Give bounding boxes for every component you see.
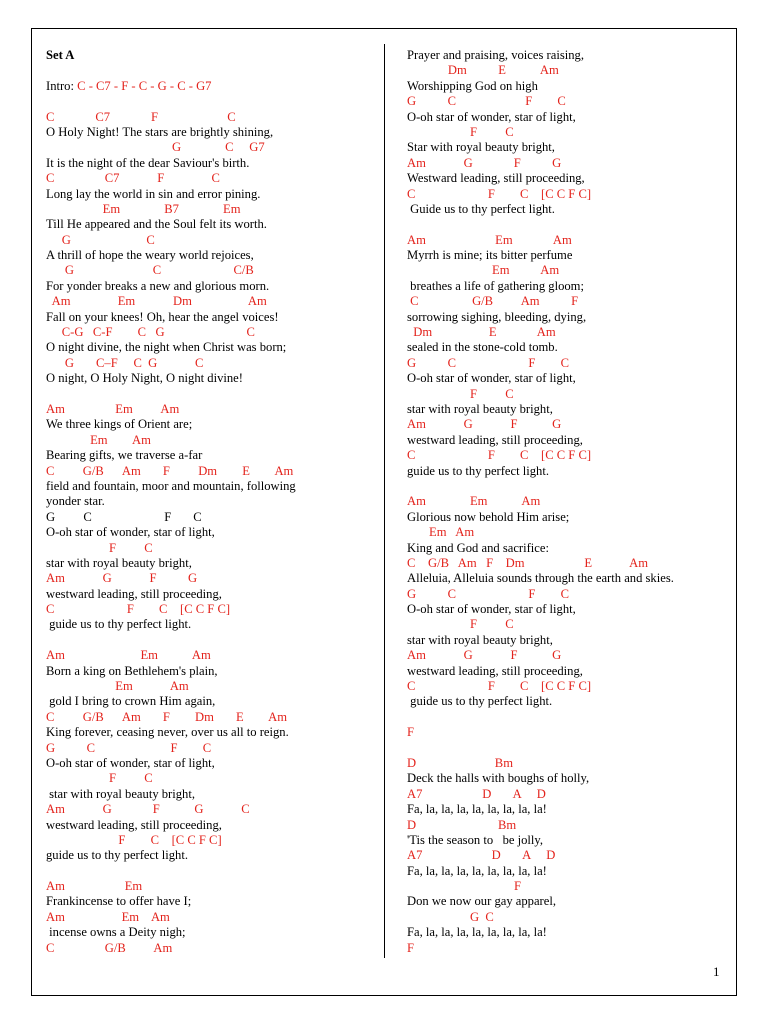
chord-line: G C C/B — [46, 263, 254, 278]
chord-line: D Bm — [407, 755, 514, 770]
column-divider — [384, 44, 385, 958]
lyric-line: O night, O Holy Night, O night divine! — [46, 371, 243, 386]
lyric-line: Don we now our gay apparel, — [407, 894, 556, 909]
lyric-line: For yonder breaks a new and glorious morn. — [46, 278, 270, 293]
lyric-line: O-oh star of wonder, star of light, — [407, 109, 576, 124]
lyric-line: Bearing gifts, we traverse a-far — [46, 448, 203, 463]
lyric-line: Frankincense to offer have I; — [46, 894, 192, 909]
stanza-gap — [46, 94, 378, 109]
lyric-line: O-oh star of wonder, star of light, — [407, 371, 576, 386]
chord-line: G C F C — [46, 740, 212, 755]
stanza-gap — [46, 63, 378, 78]
lyric-line: G C F C — [46, 509, 202, 524]
lyric-line: yonder star. — [46, 494, 105, 509]
chord-line: A7 D A D — [407, 848, 556, 863]
lyric-line: Prayer and praising, voices raising, — [407, 48, 584, 62]
lyric-line: Star with royal beauty bright, — [407, 140, 555, 155]
chord-line: Em Am — [407, 263, 560, 278]
chord-line: Am G F G C — [46, 802, 250, 817]
lyric-line: O Holy Night! The stars are brightly shining, — [46, 124, 274, 139]
chord-line: Am Em Am — [407, 494, 541, 509]
lyric-line: Fa, la, la, la, la, la, la, la, la! — [407, 863, 547, 878]
stanza-gap — [46, 387, 378, 402]
lyric-line: Myrrh is mine; its bitter perfume — [407, 248, 573, 263]
lyric-line: Born a king on Bethlehem's plain, — [46, 663, 218, 678]
chord-line: F C [C C F C] — [46, 832, 222, 847]
chord-line: C G/B Am F — [407, 294, 579, 309]
chord-line: Am Em Am — [46, 648, 211, 663]
lyric-line: guide us to thy perfect light. — [407, 463, 549, 478]
chord-line: C G/B Am F Dm E Am — [46, 709, 288, 724]
lyric-line: Fa, la, la, la, la, la, la, la, la! — [407, 802, 547, 817]
lyric-line: O-oh star of wonder, star of light, — [46, 525, 215, 540]
lyric-line: A thrill of hope the weary world rejoices, — [46, 248, 254, 263]
stanza-gap — [407, 741, 729, 756]
chord-line: Am Em Am — [407, 232, 572, 247]
right-column — [407, 48, 729, 956]
lyric-line: Worshipping God on high — [407, 78, 538, 93]
chord-line: C F C [C C F C] — [407, 448, 592, 463]
lyric-line: Fa, la, la, la, la, la, la, la, la! — [407, 925, 547, 940]
chord-line: G C — [46, 232, 155, 247]
lyric-line: star with royal beauty bright, — [407, 401, 553, 416]
page-number: 1 — [713, 964, 720, 979]
left-column — [46, 48, 378, 956]
lyric-line: sealed in the stone-cold tomb. — [407, 340, 558, 355]
chord-line: Em Am — [407, 525, 475, 540]
intro-line — [46, 79, 378, 94]
stanza-gap — [46, 633, 378, 648]
lyric-line: King and God and sacrifice: — [407, 540, 549, 555]
lyric-line: Fall on your knees! Oh, hear the angel voices! — [46, 309, 279, 324]
lyric-line: It is the night of the dear Saviour's birth. — [46, 155, 250, 170]
lyric-line: star with royal beauty bright, — [46, 555, 192, 570]
chord-line: F C — [407, 124, 514, 139]
lyric-line: Long lay the world in sin and error pining. — [46, 186, 261, 201]
stanza-gap — [407, 217, 729, 232]
lyric-line: O-oh star of wonder, star of light, — [46, 755, 215, 770]
lyric-line: star with royal beauty bright, — [407, 632, 553, 647]
chord-line: A7 D A D — [407, 786, 546, 801]
lyric-line: westward leading, still proceeding, — [407, 663, 583, 678]
stanza-gap — [407, 479, 729, 494]
chord-line: C G/B Am F Dm E Am — [46, 463, 294, 478]
lyric-line: Glorious now behold Him arise; — [407, 509, 570, 524]
lyric-line: guide us to thy perfect light. — [407, 694, 553, 709]
lyric-line: O-oh star of wonder, star of light, — [407, 602, 576, 617]
chord-line: C-G C-F C G C — [46, 325, 255, 340]
lyric-line: King forever, ceasing never, over us all to reign. — [46, 725, 289, 740]
chord-line: C G/B Am F Dm E Am — [407, 555, 649, 570]
chord-line: Am Em Am — [46, 401, 180, 416]
chord-line: Am G F G — [407, 417, 562, 432]
intro-chords: C - C7 - F - C - G - C - G7 — [77, 78, 212, 93]
chord-line: Dm E Am — [407, 63, 559, 78]
lyric-line: O night divine, the night when Christ was born; — [46, 340, 287, 355]
chord-line: F — [407, 725, 415, 740]
chord-line: F C — [407, 386, 514, 401]
lyric-line: star with royal beauty bright, — [46, 786, 195, 801]
stanza-gap — [407, 710, 729, 725]
lyric-line: westward leading, still proceeding, — [46, 817, 222, 832]
lyric-line: sorrowing sighing, bleeding, dying, — [407, 309, 587, 324]
chord-line: C G/B Am — [46, 940, 173, 955]
chord-line: C F C [C C F C] — [407, 679, 592, 694]
lyric-line: Guide us to thy perfect light. — [407, 201, 555, 216]
chord-line: C C7 F C — [46, 109, 236, 124]
set-title: Set A — [46, 48, 75, 62]
lyric-line: Alleluia, Alleluia sounds through the earth and skies. — [407, 571, 674, 586]
chord-line: F — [407, 879, 522, 894]
chord-line: Am Em Am — [46, 909, 170, 924]
chord-line: C C7 F C — [46, 171, 220, 186]
lyric-line: Westward leading, still proceeding, — [407, 171, 585, 186]
chord-line: G C G7 — [46, 140, 265, 155]
chord-line: Am G F G — [46, 571, 198, 586]
lyric-line: gold I bring to crown Him again, — [46, 694, 216, 709]
chord-line: F C — [46, 540, 153, 555]
intro-label: Intro: — [46, 78, 78, 93]
lyric-line: guide us to thy perfect light. — [46, 617, 192, 632]
lyric-line: field and fountain, moor and mountain, following — [46, 478, 296, 493]
chord-line: Am Em Dm Am — [46, 294, 267, 309]
lyric-line: westward leading, still proceeding, — [407, 432, 583, 447]
chord-line: G C–F C G C — [46, 355, 204, 370]
chord-line: F C — [407, 617, 514, 632]
chord-line: G C — [407, 909, 494, 924]
chord-line: F — [407, 940, 415, 955]
lyric-line: guide us to thy perfect light. — [46, 848, 188, 863]
chord-line: G C F C — [407, 355, 569, 370]
stanza-gap — [46, 864, 378, 879]
lyric-line: westward leading, still proceeding, — [46, 586, 222, 601]
lyric-line: 'Tis the season to be jolly, — [407, 832, 544, 847]
chord-line: D Bm — [407, 817, 517, 832]
chord-line: C F C [C C F C] — [46, 602, 231, 617]
chord-line: Em Am — [46, 679, 189, 694]
chord-line: G C F C — [407, 94, 566, 109]
chord-line: Dm E Am — [407, 325, 556, 340]
chord-line: Am Em — [46, 879, 143, 894]
lyric-line: Till He appeared and the Soul felt its worth. — [46, 217, 267, 232]
lyric-line: incense owns a Deity nigh; — [46, 925, 186, 940]
chord-line: G C F C — [407, 586, 569, 601]
lyric-line: Deck the halls with boughs of holly, — [407, 771, 590, 786]
chord-line: Em B7 Em — [46, 201, 241, 216]
lyric-line: breathes a life of gathering gloom; — [407, 278, 584, 293]
chord-line: Am G F G — [407, 155, 562, 170]
chord-line: C F C [C C F C] — [407, 186, 592, 201]
chord-line: Am G F G — [407, 648, 562, 663]
chord-line: F C — [46, 771, 153, 786]
lyric-line: We three kings of Orient are; — [46, 417, 193, 432]
chord-line: Em Am — [46, 432, 151, 447]
